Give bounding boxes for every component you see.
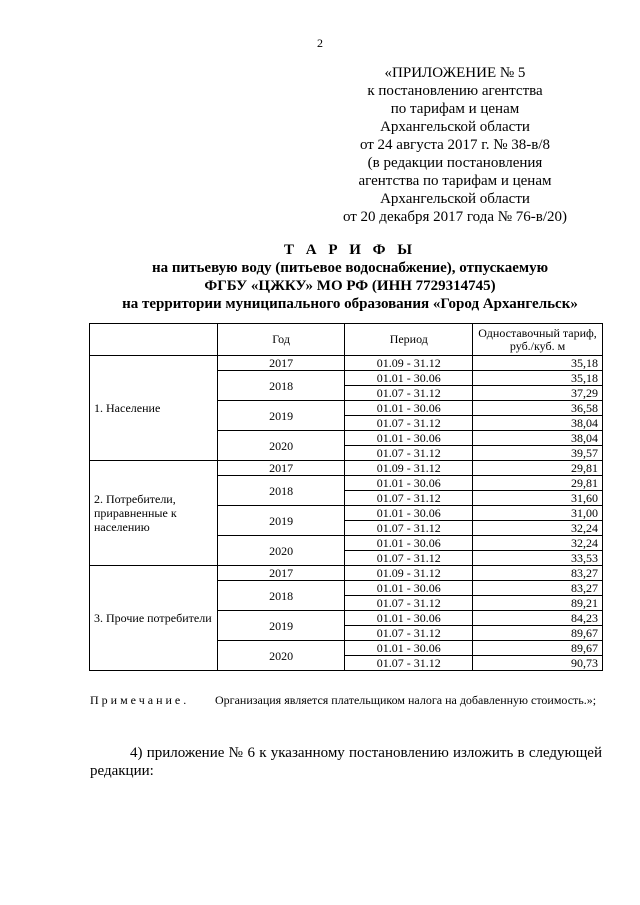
year-cell: 2019 xyxy=(217,611,345,641)
tariff-cell: 89,21 xyxy=(473,596,603,611)
appendix-line: Архангельской области xyxy=(380,119,530,135)
year-cell: 2017 xyxy=(217,461,345,476)
period-cell: 01.07 - 31.12 xyxy=(345,656,473,671)
tariff-cell: 84,23 xyxy=(473,611,603,626)
consumer-cell: 3. Прочие потребители xyxy=(90,566,218,671)
period-cell: 01.09 - 31.12 xyxy=(345,356,473,371)
tariff-cell: 29,81 xyxy=(473,476,603,491)
year-cell: 2020 xyxy=(217,431,345,461)
period-cell: 01.07 - 31.12 xyxy=(345,626,473,641)
year-cell: 2020 xyxy=(217,536,345,566)
tariff-cell: 89,67 xyxy=(473,626,603,641)
amendment-paragraph: 4) приложение № 6 к указанному постановлению изложить в следующей редакции: xyxy=(90,745,602,779)
tariff-cell: 38,04 xyxy=(473,416,603,431)
appendix-line: к постановлению агентства xyxy=(367,83,543,99)
appendix-line: от 24 августа 2017 г. № 38-в/8 xyxy=(359,137,551,153)
period-cell: 01.01 - 30.06 xyxy=(345,536,473,551)
header-consumer xyxy=(90,324,218,356)
appendix-line: по тарифам и ценам xyxy=(390,101,520,117)
period-cell: 01.01 - 30.06 xyxy=(345,401,473,416)
period-cell: 01.07 - 31.12 xyxy=(345,416,473,431)
appendix-line: от 20 декабря 2017 года № 76-в/20) xyxy=(342,209,568,225)
consumer-cell: 1. Население xyxy=(90,356,218,461)
year-cell: 2018 xyxy=(217,581,345,611)
period-cell: 01.07 - 31.12 xyxy=(345,551,473,566)
tariff-cell: 90,73 xyxy=(473,656,603,671)
tariff-cell: 83,27 xyxy=(473,581,603,596)
table-row xyxy=(90,356,603,371)
note-text: Организация является плательщиком налога на добавленную стоимость.»; xyxy=(215,693,597,707)
period-cell: 01.01 - 30.06 xyxy=(345,581,473,596)
document-title xyxy=(70,241,630,313)
appendix-line: Архангельской области xyxy=(380,191,530,207)
year-cell: 2017 xyxy=(217,356,345,371)
appendix-line: агентства по тарифам и ценам xyxy=(358,173,552,189)
title-main: Т А Р И Ф Ы xyxy=(283,242,417,258)
note-label: Примечание. xyxy=(90,693,190,707)
title-line: на питьевую воду (питьевое водоснабжение), отпускаемую xyxy=(151,260,549,276)
tariff-cell: 38,04 xyxy=(473,431,603,446)
period-cell: 01.07 - 31.12 xyxy=(345,491,473,506)
tariff-cell: 32,24 xyxy=(473,536,603,551)
tariff-table xyxy=(89,323,603,671)
period-cell: 01.07 - 31.12 xyxy=(345,446,473,461)
table-header-row xyxy=(90,324,603,356)
period-cell: 01.01 - 30.06 xyxy=(345,431,473,446)
title-line: ФГБУ «ЦЖКУ» МО РФ (ИНН 7729314745) xyxy=(204,278,496,294)
period-cell: 01.09 - 31.12 xyxy=(345,566,473,581)
tariff-cell: 37,29 xyxy=(473,386,603,401)
year-cell: 2018 xyxy=(217,371,345,401)
period-cell: 01.07 - 31.12 xyxy=(345,386,473,401)
header-period: Период xyxy=(345,324,473,356)
page-number: 2 xyxy=(317,36,323,50)
period-cell: 01.01 - 30.06 xyxy=(345,506,473,521)
period-cell: 01.09 - 31.12 xyxy=(345,461,473,476)
period-cell: 01.07 - 31.12 xyxy=(345,596,473,611)
year-cell: 2019 xyxy=(217,506,345,536)
header-tariff: Одноставочный тариф, руб./куб. м xyxy=(473,324,603,356)
appendix-line: «ПРИЛОЖЕНИЕ № 5 xyxy=(384,65,526,81)
tariff-cell: 29,81 xyxy=(473,461,603,476)
tariff-cell: 35,18 xyxy=(473,356,603,371)
period-cell: 01.01 - 30.06 xyxy=(345,476,473,491)
year-cell: 2019 xyxy=(217,401,345,431)
appendix-header xyxy=(330,64,580,226)
tariff-cell: 33,53 xyxy=(473,551,603,566)
year-cell: 2018 xyxy=(217,476,345,506)
tariff-cell: 31,00 xyxy=(473,506,603,521)
tariff-cell: 89,67 xyxy=(473,641,603,656)
tariff-cell: 32,24 xyxy=(473,521,603,536)
appendix-line: (в редакции постановления xyxy=(367,155,543,171)
consumer-cell: 2. Потребители, приравненные к населению xyxy=(90,461,218,566)
title-line: на территории муниципального образования «Город Архангельск» xyxy=(122,296,578,312)
tariff-cell: 36,58 xyxy=(473,401,603,416)
header-year: Год xyxy=(217,324,345,356)
tariff-cell: 31,60 xyxy=(473,491,603,506)
table-row xyxy=(90,461,603,476)
year-cell: 2020 xyxy=(217,641,345,671)
period-cell: 01.01 - 30.06 xyxy=(345,371,473,386)
table-row xyxy=(90,566,603,581)
period-cell: 01.07 - 31.12 xyxy=(345,521,473,536)
tariff-cell: 83,27 xyxy=(473,566,603,581)
period-cell: 01.01 - 30.06 xyxy=(345,641,473,656)
tariff-cell: 35,18 xyxy=(473,371,603,386)
tariff-cell: 39,57 xyxy=(473,446,603,461)
year-cell: 2017 xyxy=(217,566,345,581)
period-cell: 01.01 - 30.06 xyxy=(345,611,473,626)
